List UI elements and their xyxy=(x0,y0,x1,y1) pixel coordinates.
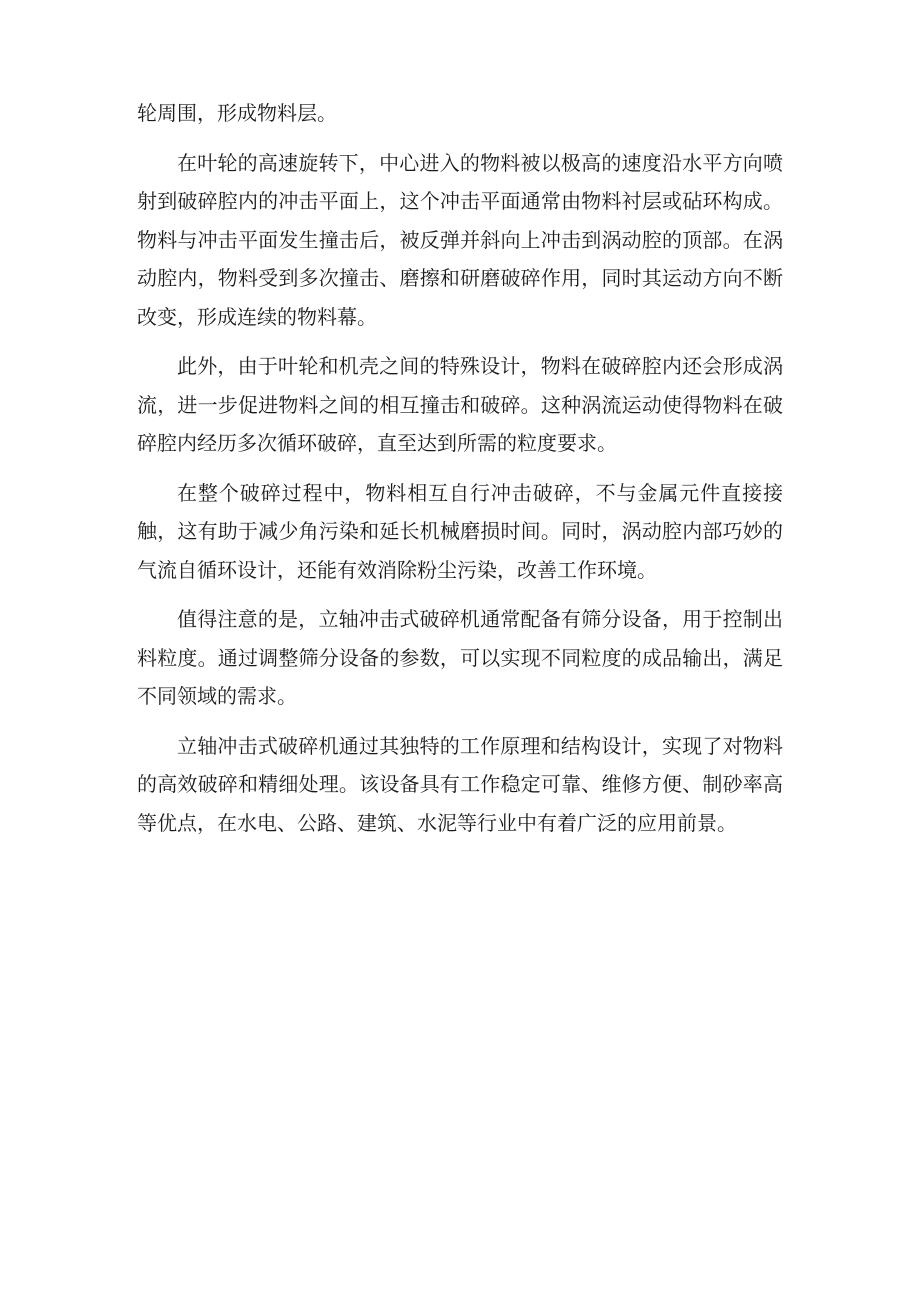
paragraph-crushing-process: 在整个破碎过程中，物料相互自行冲击破碎，不与金属元件直接接触，这有助于减少角污染和延长机械磨损时间。同时，涡动腔内部巧妙的气流自循环设计，还能有效消除粉尘污染，改善工作环境。 xyxy=(137,480,783,582)
paragraph-continuation: 轮周围，形成物料层。 xyxy=(137,101,337,125)
paragraph-conclusion: 立轴冲击式破碎机通过其独特的工作原理和结构设计，实现了对物料的高效破碎和精细处理。该设备具有工作稳定可靠、维修方便、制砂率高等优点，在水电、公路、建筑、水泥等行业中有着广泛的应用前景。 xyxy=(137,733,783,835)
paragraph-vortex: 此外，由于叶轮和机壳之间的特殊设计，物料在破碎腔内还会形成涡流，进一步促进物料之间的相互撞击和破碎。这种涡流运动使得物料在破碎腔内经历多次循环破碎，直至达到所需的粒度要求。 xyxy=(137,354,783,455)
paragraph-impeller-rotation: 在叶轮的高速旋转下，中心进入的物料被以极高的速度沿水平方向喷射到破碎腔内的冲击平面上，这个冲击平面通常由物料衬层或砧环构成。物料与冲击平面发生撞击后，被反弹并斜向上冲击到涡动腔的顶部。在涡动腔内，物料受到多次撞击、磨擦和研磨破碎作用，同时其运动方向不断改变，形成连续的物料幕。 xyxy=(137,150,783,329)
document-body xyxy=(137,94,783,853)
paragraph-screening: 值得注意的是，立轴冲击式破碎机通常配备有筛分设备，用于控制出料粒度。通过调整筛分设备的参数，可以实现不同粒度的成品输出，满足不同领域的需求。 xyxy=(137,607,783,708)
